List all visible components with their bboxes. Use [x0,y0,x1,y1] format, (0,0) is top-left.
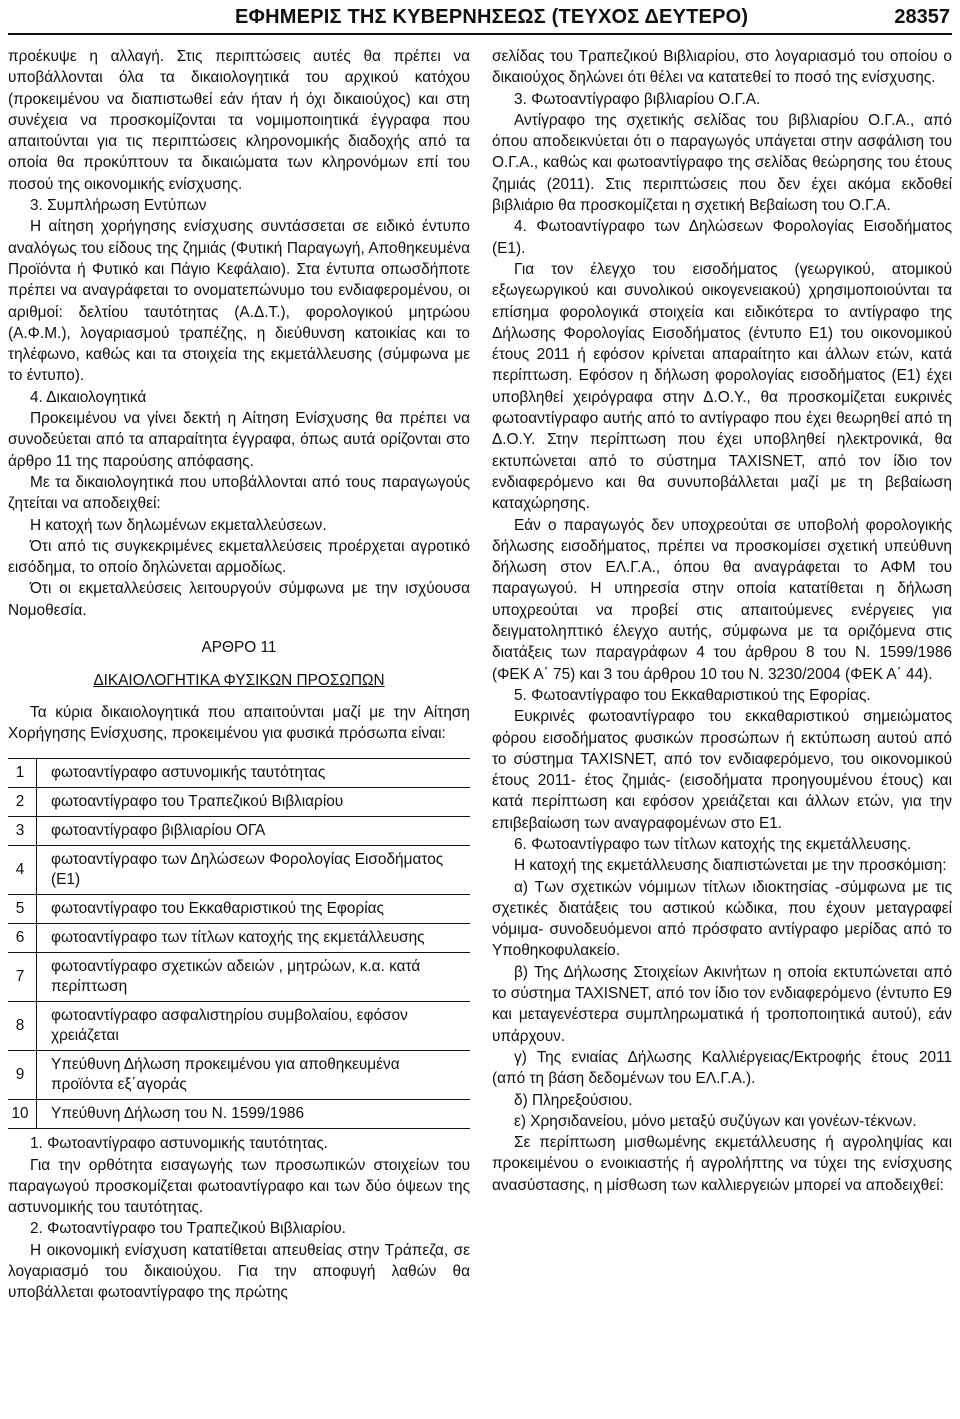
row-document: Υπεύθυνη Δήλωση του Ν. 1599/1986 [37,1100,471,1129]
paragraph: Με τα δικαιολογητικά που υποβάλλονται από τους παραγωγούς ζητείται να αποδειχθεί: [8,473,470,513]
gazette-title: ΕΦΗΜΕΡΙΣ ΤΗΣ ΚΥΒΕΡΝΗΣΕΩΣ (ΤΕΥΧΟΣ ΔΕΥΤΕΡΟ) [235,6,749,28]
paragraph: γ) Της ενιαίας Δήλωσης Καλλιέργειας/Εκτροφής έτους 2011 (από τη βάση δεδομένων του ΕΛ.Γ.Α.). [492,1048,952,1088]
table-row [8,1100,470,1129]
row-document: φωτοαντίγραφο του Τραπεζικού Βιβλιαρίου [37,788,471,817]
table-row [8,817,470,846]
row-document: φωτοαντίγραφο σχετικών αδειών , μητρώων, κ.α. κατά περίπτωση [37,953,471,1002]
table-row [8,1002,470,1051]
row-document: φωτοαντίγραφο ασφαλιστηρίου συμβολαίου, εφόσον χρειάζεται [37,1002,471,1051]
table-row [8,788,470,817]
row-number: 5 [8,895,37,924]
row-number: 3 [8,817,37,846]
paragraph: Αντίγραφο της σχετικής σελίδας του βιβλιαρίου Ο.Γ.Α., από όπου αποδεικνύεται ότι ο παραγωγός υπάγεται στην ασφάλιση του Ο.Γ.Α., καθώς και φωτοαντίγραφο της σελίδας θεώρησης του έτους ζημιάς (2011). Στις περιπτώσεις που δεν έχει ακόμα εκδοθεί βιβλιάριο θα προσκομίζεται η σχετική Βεβαίωση του Ο.Γ.Α. [492,111,952,215]
section-heading: 3. Συμπλήρωση Εντύπων [30,197,207,215]
row-document: Υπεύθυνη Δήλωση προκειμένου για αποθηκευμένα προϊόντα εξ΄αγοράς [37,1051,471,1100]
section-heading: 3. Φωτοαντίγραφο βιβλιαρίου Ο.Γ.Α. [514,90,761,108]
paragraph: Για τον έλεγχο του εισοδήματος (γεωργικού, ατομικού εξωγεωργικού και συνολικού οικογενειακού) χρησιμοποιούνται τα επίσημα φορολογικά στοιχεία και ειδικότερα το αντίγραφο της Δήλωσης Φορολογίας Εισοδήματος (έντυπο Ε1) του οικονομικού έτους 2011 ή εφόσον κρίνεται απαραίτητο και άλλων ετών, κατά περίπτωση. Εφόσον η δήλωση φορολογίας εισοδήματος (Ε1) έχει υποβληθεί χειρόγραφα στην Δ.Ο.Υ., θα προσκομίζεται ευκρινές φωτοαντίγραφο αυτής από το αντίγραφο που έχει θεωρηθεί από τη Δ.Ο.Υ. Στην περίπτωση που έχει υποβληθεί ηλεκτρονικά, θα εκτυπώνεται από το σύστημα TAXISNET, από τον ίδιο τον ενδιαφερόμενο και θα συνυποβάλλεται μαζί με τη βεβαίωση καταχώρησης. [492,260,952,513]
paragraph: Η κατοχή των δηλωμένων εκμεταλλεύσεων. [30,516,327,534]
table-row [8,895,470,924]
row-number: 10 [8,1100,37,1129]
row-number: 7 [8,953,37,1002]
row-number: 1 [8,759,37,788]
row-document: φωτοαντίγραφο αστυνομικής ταυτότητας [37,759,471,788]
row-document: φωτοαντίγραφο των τίτλων κατοχής της εκμετάλλευσης [37,924,471,953]
row-number: 4 [8,846,37,895]
paragraph: Προκειμένου να γίνει δεκτή η Αίτηση Ενίσχυσης θα πρέπει να συνοδεύεται από τα απαραίτητα έγγραφα, όπως αυτά ορίζονται στο άρθρο 11 της παρούσης απόφασης. [8,410,470,470]
row-document: φωτοαντίγραφο βιβλιαρίου ΟΓΑ [37,817,471,846]
paragraph: Η οικονομική ενίσχυση κατατίθεται απευθείας στην Τράπεζα, σε λογαριασμό του δικαιούχου. Για την αποφυγή λαθών θα υποβάλλεται φωτοαντίγραφο της πρώτης [8,1241,470,1302]
section-heading: 4. Δικαιολογητικά [30,388,147,406]
row-number: 9 [8,1051,37,1100]
section-heading: 2. Φωτοαντίγραφο του Τραπεζικού Βιβλιαρίου. [30,1220,346,1238]
table-row [8,953,470,1002]
table-row [8,759,470,788]
paragraph: σελίδας του Τραπεζικού Βιβλιαρίου, στο λογαριασμό του οποίου ο δικαιούχος δηλώνει ότι θέλει να κατατεθεί το ποσό της ενίσχυσης. [492,48,952,87]
article-number: ΑΡΘΡΟ 11 [201,639,277,657]
table-row [8,924,470,953]
right-column [492,46,952,1196]
table-row [8,1051,470,1100]
documents-table [8,758,470,1129]
row-number: 8 [8,1002,37,1051]
paragraph: Ευκρινές φωτοαντίγραφο του εκκαθαριστικού σημειώματος φόρου εισοδήματος φυσικών προσώπων ή εκτύπωση αυτού από το σύστημα TAXISNET, από τον ενδιαφερόμενο, του οικονομικού έτους 2011- έτος ζημιάς- (εισοδήματα προηγουμένου έτους) και κατά περίπτωση και εφόσον χρειάζεται και άλλων ετών, για την επιβεβαίωση των αναγραφομένων στο Ε1. [492,708,952,832]
paragraph: α) Των σχετικών νόμιμων τίτλων ιδιοκτησίας -σύμφωνα με τις σχετικές διατάξεις του αστικού κώδικα, που έχουν μεταγραφεί νόμιμα- συνοδευόμενοι από πρόσφατο αντίγραφο μερίδας από το Υποθηκοφυλακείο. [492,878,952,960]
row-number: 6 [8,924,37,953]
section-heading: 1. Φωτοαντίγραφο αστυνομικής ταυτότητας. [30,1135,328,1153]
paragraph: δ) Πληρεξούσιου. [514,1091,633,1109]
paragraph: Η κατοχή της εκμετάλλευσης διαπιστώνεται με την προσκόμιση: [514,857,947,875]
paragraph: β) Της Δήλωσης Στοιχείων Ακινήτων η οποία εκτυπώνεται από το σύστημα TAXISNET, από τον ίδιο τον ενδιαφερόμενο (έντυπο Ε9 και μεταγενέστερα συμπληρωματικά ή τροποποιητικά αυτού), εάν υπάρχουν. [492,963,952,1045]
paragraph: ε) Χρησιδανείου, μόνο μεταξύ συζύγων και γονέων-τέκνων. [514,1112,917,1130]
table-row [8,846,470,895]
section-heading: 5. Φωτοαντίγραφο του Εκκαθαριστικού της Εφορίας. [514,686,871,704]
paragraph: Σε περίπτωση μισθωμένης εκμετάλλευσης ή αγροληψίας και προκειμένου ο ενοικιαστής ή αγρολήπτης να τύχει της ενίσχυσης ανασύστασης, η μίσθωση των καλλιεργειών μπορεί να αποδειχθεί: [492,1134,952,1194]
page-number: 28357 [894,6,950,28]
paragraph: προέκυψε η αλλαγή. Στις περιπτώσεις αυτές θα πρέπει να υποβάλλονται όλα τα δικαιολογητικά του αρχικού κατόχου (προκειμένου να διαπιστωθεί εάν ήταν ή όχι δικαιούχος) και στη συνέχεια να προσκομίζονται τα νομιμοποιητικά έγγραφα που απαιτούνται για τις περιπτώσεις κληρονομικής διαδοχής από τα οποία θα προκύπτουν τα δικαιώματα των κληρονόμων επί του ποσού της οικονομικής ενίσχυσης. [8,48,470,193]
header-rule [8,33,952,35]
article-title: ΔΙΚΑΙΟΛΟΓΗΤΙΚΑ ΦΥΣΙΚΩΝ ΠΡΟΣΩΠΩΝ [93,672,385,690]
section-heading: 6. Φωτοαντίγραφο των τίτλων κατοχής της εκμετάλλευσης. [514,835,912,853]
paragraph: Η αίτηση χορήγησης ενίσχυσης συντάσσεται σε ειδικό έντυπο αναλόγως του είδους της ζημιάς (Φυτική Παραγωγή, Αποθηκευμένα Προϊόντα ή Φυτικό και Πάγιο Κεφάλαιο). Στα έντυπα οπωσδήποτε πρέπει να αναγράφεται το ονοματεπώνυμο του ενδιαφερομένου, οι αριθμοί: δελτίου ταυτότητας (Α.Δ.Τ.), φορολογικού μητρώου (Α.Φ.Μ.), λογαριασμού τραπέζης, η διεύθυνση κατοικίας και το τηλέφωνο, καθώς και τα στοιχεία της εκμετάλλευσης (σύμφωνα με το έντυπο). [8,218,470,385]
row-document: φωτοαντίγραφο του Εκκαθαριστικού της Εφορίας [37,895,471,924]
paragraph: Ότι οι εκμεταλλεύσεις λειτουργούν σύμφωνα με την ισχύουσα Νομοθεσία. [8,580,470,619]
page-header [0,0,960,34]
row-document: φωτοαντίγραφο των Δηλώσεων Φορολογίας Εισοδήματος (Ε1) [37,846,471,895]
paragraph: Εάν ο παραγωγός δεν υποχρεούται σε υποβολή φορολογικής δήλωσης εισοδήματος, πρέπει να προσκομίσει σχετική υπεύθυνη δήλωση στον ΕΛ.Γ.Α., όπου θα αναγράφεται το ΑΦΜ του παραγωγού. Η υπηρεσία στην οποία κατατίθεται η δήλωση υποχρεούται να προβεί στις απαιτούμενες ενέργειες για δειγματοληπτικό έλεγχο αυτής, σύμφωνα με τα οριζόμενα στις διατάξεις των παραγράφων 4 του άρθρου 8 του Ν. 1599/1986 (ΦΕΚ Α΄ 75) και 3 του άρθρου 10 του Ν. 3230/2004 (ΦΕΚ Α΄ 44). [492,516,952,683]
row-number: 2 [8,788,37,817]
paragraph: Για την ορθότητα εισαγωγής των προσωπικών στοιχείων του παραγωγού προσκομίζεται φωτοαντίγραφο και των δύο όψεων της αστυνομικής του ταυτότητας. [8,1156,470,1217]
paragraph: Ότι από τις συγκεκριμένες εκμεταλλεύσεις προέρχεται αγροτικό εισόδημα, το οποίο δηλώνεται αρμοδίως. [8,537,470,577]
left-column [8,46,470,1304]
paragraph: Τα κύρια δικαιολογητικά που απαιτούνται μαζί με την Αίτηση Χορήγησης Ενίσχυσης, προκειμένου για φυσικά πρόσωπα είναι: [8,703,470,742]
section-heading: 4. Φωτοαντίγραφο των Δηλώσεων Φορολογίας Εισοδήματος (Ε1). [492,218,952,257]
